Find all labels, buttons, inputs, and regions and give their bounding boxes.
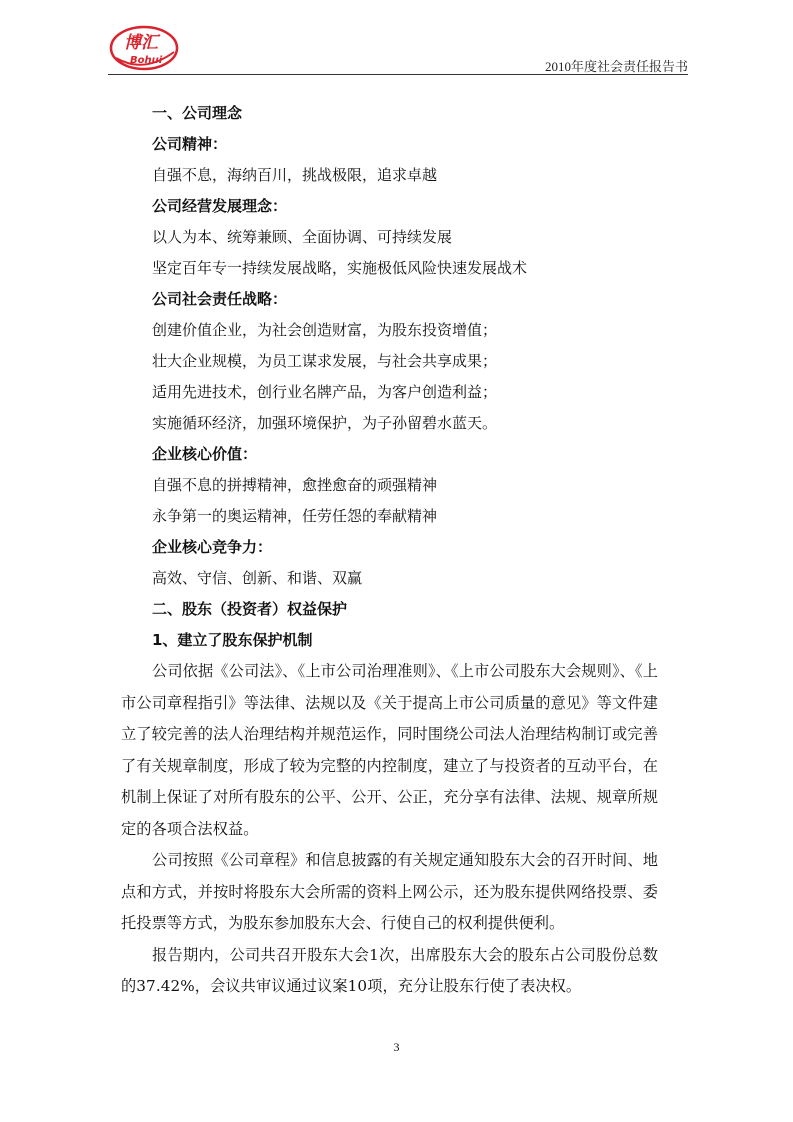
- core-value-label: 企业核心价值：: [152, 445, 258, 463]
- header-divider: [108, 74, 688, 75]
- competitiveness-label: 企业核心竞争力：: [152, 538, 273, 556]
- philosophy-text-2: 坚定百年专一持续发展战略，实施极低风险快速发展战术: [152, 259, 528, 277]
- logo-graphic: [108, 22, 182, 72]
- section-2-heading: 二、股东（投资者）权益保护: [152, 600, 348, 618]
- subsection-2-1-heading: 1、建立了股东保护机制: [152, 631, 313, 649]
- core-value-text-2: 永争第一的奥运精神，任劳任怨的奉献精神: [152, 507, 438, 525]
- paragraph-report-period: 报告期内，公司共召开股东大会1次，出席股东大会的股东占公司股份总数的37.42%，会议共审议通过议案10项，充分让股东行使了表决权。: [121, 945, 658, 995]
- page-number: 3: [393, 1040, 400, 1054]
- csr-strategy-label: 公司社会责任战略：: [152, 290, 288, 308]
- competitiveness-text: 高效、守信、创新、和谐、双赢: [152, 569, 363, 587]
- body-text-block: [121, 656, 658, 1003]
- philosophy-text-1: 以人为本、统筹兼顾、全面协调、可持续发展: [152, 228, 453, 246]
- csr-strategy-item: 实施循环经济，加强环境保护，为子孙留碧水蓝天。: [152, 414, 498, 432]
- report-title: 2010年度社会责任报告书: [544, 59, 688, 74]
- spirit-label: 公司精神：: [152, 135, 228, 153]
- philosophy-label: 公司经营发展理念：: [152, 197, 288, 215]
- logo-text-en: Bohui: [130, 55, 163, 66]
- company-logo: [108, 22, 182, 72]
- csr-strategy-item: 壮大企业规模，为员工谋求发展，与社会共享成果；: [152, 352, 498, 370]
- page-content: [121, 98, 689, 1003]
- paragraph-shareholder-mechanism: 公司依据《公司法》、《上市公司治理准则》、《上市公司股东大会规则》、《上市公司章程指引》等法律、法规以及《关于提高上市公司质量的意见》等文件建立了较完善的法人治理结构并规范运作，同时围绕公司法人治理结构制订或完善了有关规章制度，形成了较为完整的内控制度，建立了与投资者的互动平台，在机制上保证了对所有股东的公平、公开、公正，充分享有法律、法规、规章所规定的各项合法权益。: [121, 662, 658, 838]
- csr-strategy-item: 创建价值企业，为社会创造财富，为股东投资增值；: [152, 321, 498, 339]
- csr-strategy-item: 适用先进技术，创行业名牌产品，为客户创造利益；: [152, 383, 498, 401]
- section-1-heading: 一、公司理念: [152, 104, 243, 122]
- paragraph-shareholder-meeting: 公司按照《公司章程》和信息披露的有关规定通知股东大会的召开时间、地点和方式，并按时将股东大会所需的资料上网公示，还为股东提供网络投票、委托投票等方式，为股东参加股东大会、行使自己的权利提供便利。: [121, 851, 658, 932]
- core-value-text-1: 自强不息的拼搏精神，愈挫愈奋的顽强精神: [152, 476, 438, 494]
- spirit-text: 自强不息，海纳百川，挑战极限，追求卓越: [152, 166, 438, 184]
- logo-text-cn: 博汇: [124, 33, 158, 53]
